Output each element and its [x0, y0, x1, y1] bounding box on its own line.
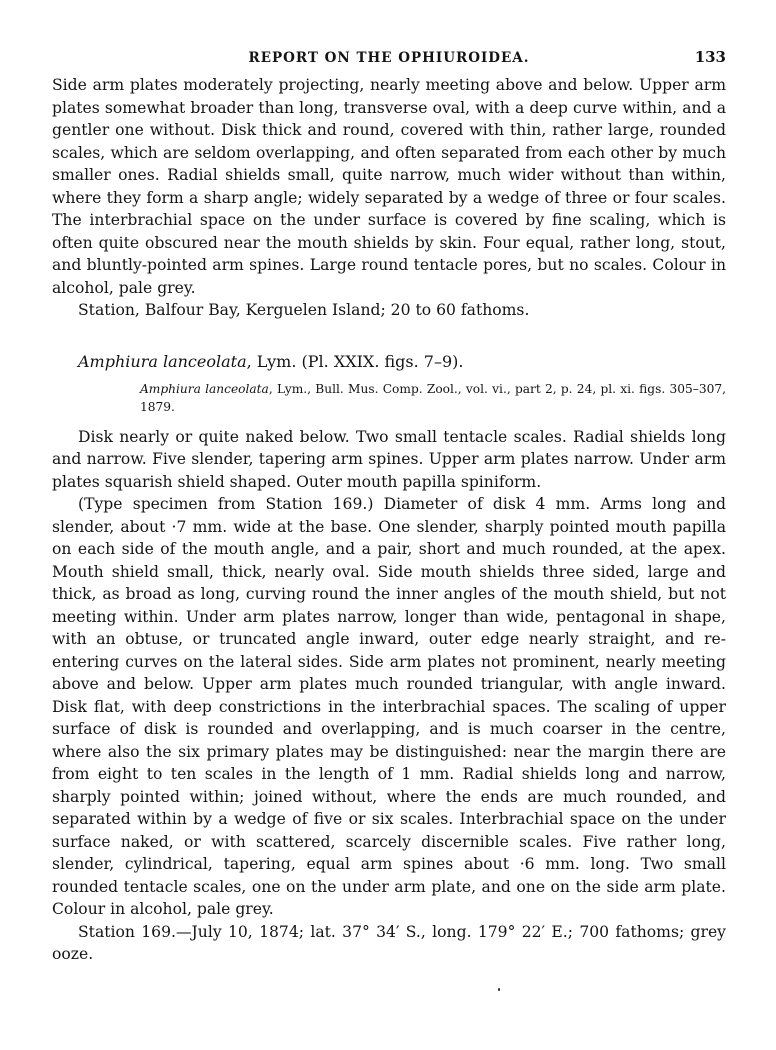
running-title: REPORT ON THE OPHIUROIDEA. — [248, 50, 530, 66]
bibliographic-reference — [140, 380, 726, 416]
page-header — [52, 44, 726, 74]
species-station: Station 169.—July 10, 1874; lat. 37° 34′ S., long. 179° 22′ E.; 700 fathoms; grey ooze. — [52, 922, 726, 963]
reference-citation: , Lym., Bull. Mus. Comp. Zool., vol. vi., part 2, p. 24, pl. xi. figs. 305–307, 1879. — [140, 381, 726, 414]
print-speck — [498, 988, 500, 991]
species-authority: , Lym. (Pl. XXIX. figs. 7–9). — [246, 351, 464, 371]
species-name: Amphiura lanceolata — [78, 351, 247, 371]
page — [52, 44, 726, 966]
reference-species-name: Amphiura lanceolata — [140, 381, 269, 396]
species-description: (Type specimen from Station 169.) Diameter of disk 4 mm. Arms long and slender, about ·7 mm. wide at the base. One slender, sharply pointed mouth papilla on each side of the mouth angle, and a pair, short and much rounded, at the apex. Mouth shield small, thick, nearly oval. Side mouth shields three sided, large and thick, as broad as long, curving round the inner angles of the mouth shield, but not meeting within. Under arm plates narrow, longer than wide, pentagonal in shape, with an obtuse, or truncated angle inward, outer edge nearly straight, and re-entering curves on the lateral sides. Side arm plates not prominent, nearly meeting above and below. Upper arm plates much rounded triangular, with angle inward. Disk flat, with deep constrictions in the interbrachial spaces. The scaling of upper surface of disk is rounded and overlapping, and is much coarser in the centre, where also the six primary plates may be distinguished: near the margin there are from eight to ten scales in the length of 1 mm. Radial shields long and narrow, sharply pointed within; joined without, where the ends are much rounded, and separated within by a wedge of five or six scales. Interbrachial space on the under surface naked, or with scattered, scarcely discernible scales. Five rather long, slender, cylindrical, tapering, equal arm spines about ·6 mm. long. Two small rounded tentacle scales, one on the under arm plate, and one on the side arm plate. Colour in alcohol, pale grey. — [52, 495, 726, 918]
previous-species-station: Station, Balfour Bay, Kerguelen Island; 20 to 60 fathoms. — [78, 301, 530, 319]
previous-species-description: Side arm plates moderately projecting, nearly meeting above and below. Upper arm plates somewhat broader than long, transverse oval, with a deep curve within, and a gentler one without. Disk thick and round, covered with thin, rather large, rounded scales, which are seldom overlapping, and often separated from each other by much smaller ones. Radial shields small, quite narrow, much wider without than within, where they form a sharp angle; widely separated by a wedge of three or four scales. The interbrachial space on the under surface is covered by fine scaling, which is often quite obscured near the mouth shields by skin. Four equal, rather long, stout, and bluntly-pointed arm spines. Large round tentacle pores, but no scales. Colour in alcohol, pale grey. — [52, 76, 726, 297]
species-heading — [52, 350, 726, 374]
species-diagnosis: Disk nearly or quite naked below. Two small tentacle scales. Radial shields long and narrow. Five slender, tapering arm spines. Upper arm plates narrow. Under arm plates squarish shield shaped. Outer mouth papilla spiniform. — [52, 427, 726, 491]
page-number: 133 — [694, 48, 726, 66]
